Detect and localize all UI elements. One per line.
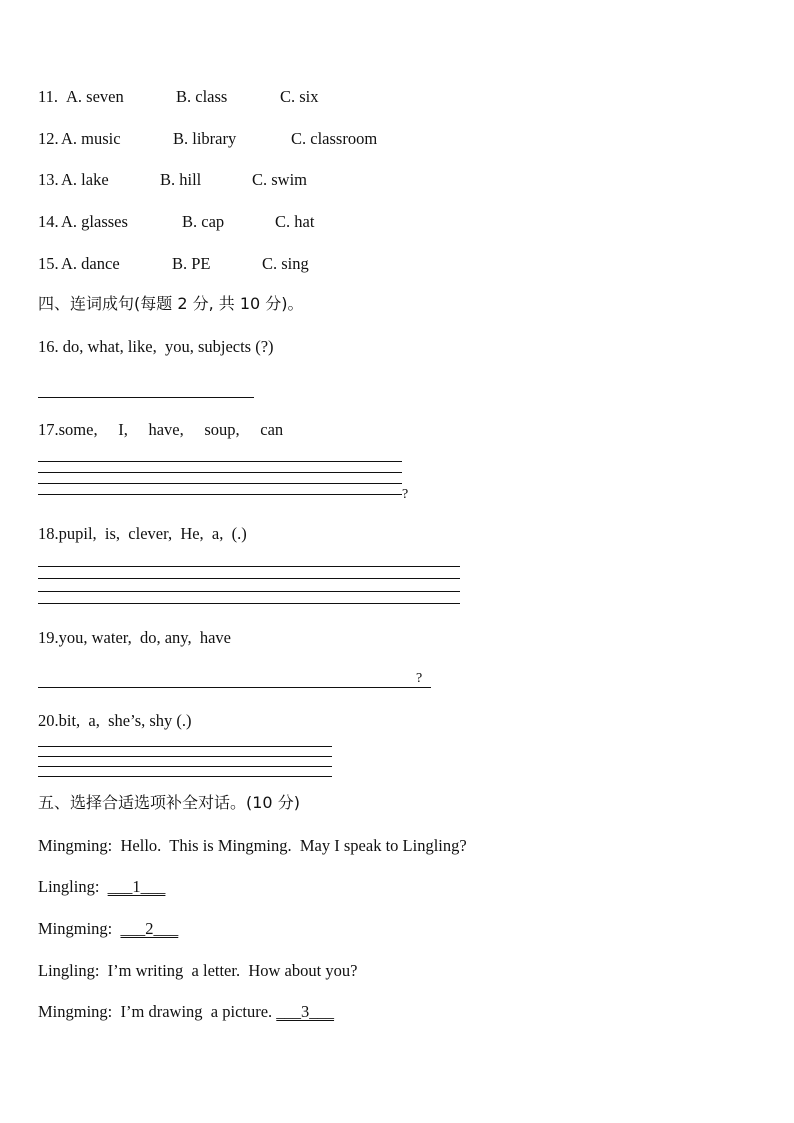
dialogue-line xyxy=(38,961,357,981)
option-c: C. hat xyxy=(275,212,315,231)
item-number: 13. xyxy=(38,170,59,189)
speaker: Mingming: xyxy=(38,1002,113,1021)
item-17-prompt: 17.some, I, have, soup, can xyxy=(38,420,284,439)
item-17-end-mark: ? xyxy=(402,487,409,502)
item-20-answer-line[interactable] xyxy=(38,776,332,777)
item-18-answer-line[interactable] xyxy=(38,578,460,579)
option-c: C. sing xyxy=(262,254,309,273)
option-c: C. six xyxy=(280,87,319,106)
item-17-answer-line[interactable] xyxy=(38,472,402,473)
option-b: B. class xyxy=(176,87,228,106)
option-b: B. library xyxy=(173,129,237,148)
item-number: 11. xyxy=(38,87,59,106)
item-number: 12. xyxy=(38,129,59,148)
answer-blank-1[interactable]: ___1___ xyxy=(107,877,166,896)
dialogue-line xyxy=(38,836,467,856)
speaker: Mingming: xyxy=(38,919,113,938)
speaker: Lingling: xyxy=(38,877,100,896)
item-17-answer-line[interactable] xyxy=(38,461,402,462)
utterance: I’m drawing a picture. xyxy=(120,1002,273,1021)
section4-heading: 四、连词成句(每题 2 分, 共 10 分)。 xyxy=(38,294,304,313)
item-17-answer-line[interactable] xyxy=(38,483,402,484)
item-19-answer-line[interactable] xyxy=(38,687,431,688)
option-b: B. PE xyxy=(172,254,211,273)
dialogue-line xyxy=(38,919,178,939)
item-16-prompt: 16. do, what, like, you, subjects (?) xyxy=(38,337,274,356)
answer-blank-2[interactable]: ___2___ xyxy=(120,919,179,938)
speaker: Mingming: xyxy=(38,836,113,855)
option-c: C. classroom xyxy=(291,129,378,148)
option-a: A. lake xyxy=(61,170,109,189)
option-a: A. seven xyxy=(66,87,124,106)
utterance: Hello. This is Mingming. May I speak to Lingling? xyxy=(120,836,467,855)
option-b: B. hill xyxy=(160,170,202,189)
option-a: A. glasses xyxy=(61,212,128,231)
answer-blank-3[interactable]: ___3___ xyxy=(276,1002,335,1021)
option-a: A. dance xyxy=(61,254,120,273)
dialogue-line xyxy=(38,1002,334,1022)
item-19-prompt: 19.you, water, do, any, have xyxy=(38,628,232,647)
speaker: Lingling: xyxy=(38,961,100,980)
item-18-answer-line[interactable] xyxy=(38,591,460,592)
section5-heading: 五、选择合适选项补全对话。(10 分) xyxy=(38,793,300,812)
item-17-answer-line[interactable] xyxy=(38,494,402,495)
item-20-prompt: 20.bit, a, she’s, shy (.) xyxy=(38,711,192,730)
item-18-prompt: 18.pupil, is, clever, He, a, (.) xyxy=(38,524,247,543)
item-number: 15. xyxy=(38,254,59,273)
item-20-answer-line[interactable] xyxy=(38,766,332,767)
item-18-answer-line[interactable] xyxy=(38,603,460,604)
item-16-answer-line[interactable] xyxy=(38,397,254,398)
dialogue-line xyxy=(38,877,165,897)
item-20-answer-line[interactable] xyxy=(38,756,332,757)
item-number: 14. xyxy=(38,212,59,231)
option-c: C. swim xyxy=(252,170,308,189)
item-20-answer-line[interactable] xyxy=(38,746,332,747)
option-a: A. music xyxy=(61,129,121,148)
item-18-answer-line[interactable] xyxy=(38,566,460,567)
utterance: I’m writing a letter. How about you? xyxy=(107,961,358,980)
option-b: B. cap xyxy=(182,212,225,231)
item-19-end-mark: ? xyxy=(416,671,423,686)
